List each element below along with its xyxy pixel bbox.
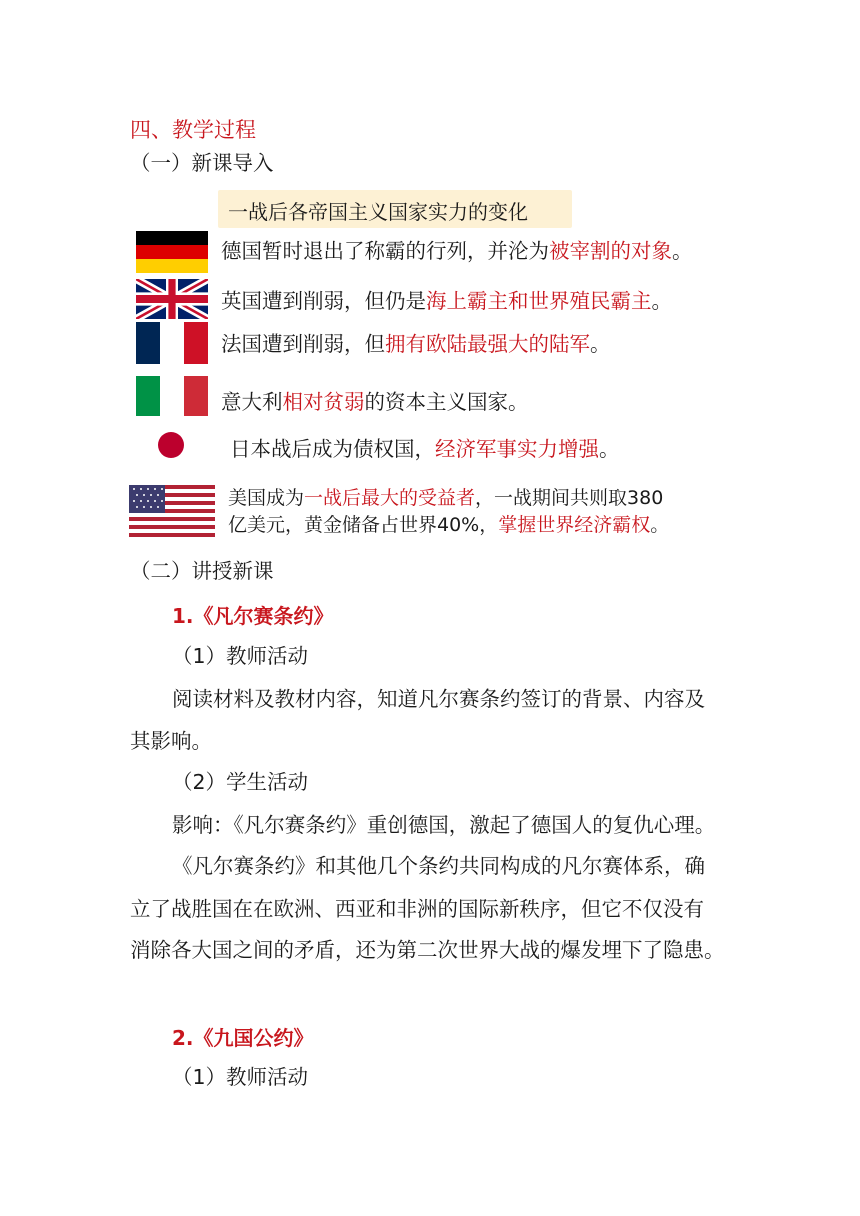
section-title: 四、教学过程	[130, 118, 256, 142]
usa-line1-red: 一战后最大的受益者	[304, 487, 476, 509]
item1-title: 1.《凡尔赛条约》	[172, 604, 334, 628]
france-flag-icon	[136, 322, 208, 364]
item1-teacher-text-l1: 阅读材料及教材内容，知道凡尔赛条约签订的背景、内容及	[172, 687, 705, 711]
subsection-intro: （一）新课导入	[130, 151, 274, 175]
germany-flag-icon	[136, 231, 208, 273]
usa-line-2	[228, 512, 669, 538]
germany-text-red: 被宰割的对象	[549, 239, 672, 263]
italy-line	[221, 389, 529, 415]
japan-text-a: 日本战后成为债权国，	[230, 437, 435, 461]
item1-teacher-text-l2: 其影响。	[130, 729, 212, 753]
germany-text-a: 德国暂时退出了称霸的行列，并沦为	[221, 239, 549, 263]
item1-student-heading: （2）学生活动	[172, 770, 309, 794]
usa-line1-a: 美国成为	[228, 487, 305, 509]
italy-text-b: 的资本主义国家。	[364, 390, 529, 414]
item2-teacher-heading: （1）教师活动	[172, 1065, 309, 1089]
uk-flag-icon	[136, 279, 208, 319]
germany-text-b: 。	[672, 239, 693, 263]
japan-text-b: 。	[599, 437, 620, 461]
japan-line	[230, 436, 620, 462]
usa-line1-b: ，一战期间共则取380	[475, 487, 664, 509]
usa-line2-a: 亿美元，黄金储备占世界40%，	[228, 514, 499, 536]
germany-line	[221, 238, 693, 264]
item2-title: 2.《九国公约》	[172, 1026, 314, 1050]
italy-text-a: 意大利	[221, 390, 283, 414]
italy-flag-icon	[136, 376, 208, 416]
item1-student-text2-l2: 立了战胜国在在欧洲、西亚和非洲的国际新秩序，但它不仅没有	[130, 897, 704, 921]
uk-text-red: 海上霸主和世界殖民霸主	[426, 289, 652, 313]
france-line	[221, 331, 611, 357]
item1-student-text1: 影响：《凡尔赛条约》重创德国，激起了德国人的复仇心理。	[172, 813, 716, 837]
uk-line	[221, 288, 672, 314]
item1-student-text2-l3: 消除各大国之间的矛盾，还为第二次世界大战的爆发埋下了隐患。	[130, 938, 725, 962]
france-text-b: 。	[590, 332, 611, 356]
intro-box-title: 一战后各帝国主义国家实力的变化	[228, 200, 528, 224]
uk-text-b: 。	[651, 289, 672, 313]
japan-text-red: 经济军事实力增强	[435, 437, 599, 461]
usa-flag-icon	[129, 485, 215, 537]
japan-flag-icon	[140, 425, 202, 465]
usa-line2-b: 。	[650, 514, 670, 536]
italy-text-red: 相对贫弱	[282, 390, 365, 414]
uk-text-a: 英国遭到削弱，但仍是	[221, 289, 426, 313]
usa-line-1	[228, 485, 663, 511]
france-text-red: 拥有欧陆最强大的陆军	[385, 332, 590, 356]
france-text-a: 法国遭到削弱，但	[221, 332, 385, 356]
usa-line2-red: 掌握世界经济霸权	[498, 514, 651, 536]
subsection-lecture: （二）讲授新课	[130, 559, 274, 583]
item1-teacher-heading: （1）教师活动	[172, 644, 309, 668]
item1-student-text2-l1: 《凡尔赛条约》和其他几个条约共同构成的凡尔赛体系，确	[172, 854, 705, 878]
